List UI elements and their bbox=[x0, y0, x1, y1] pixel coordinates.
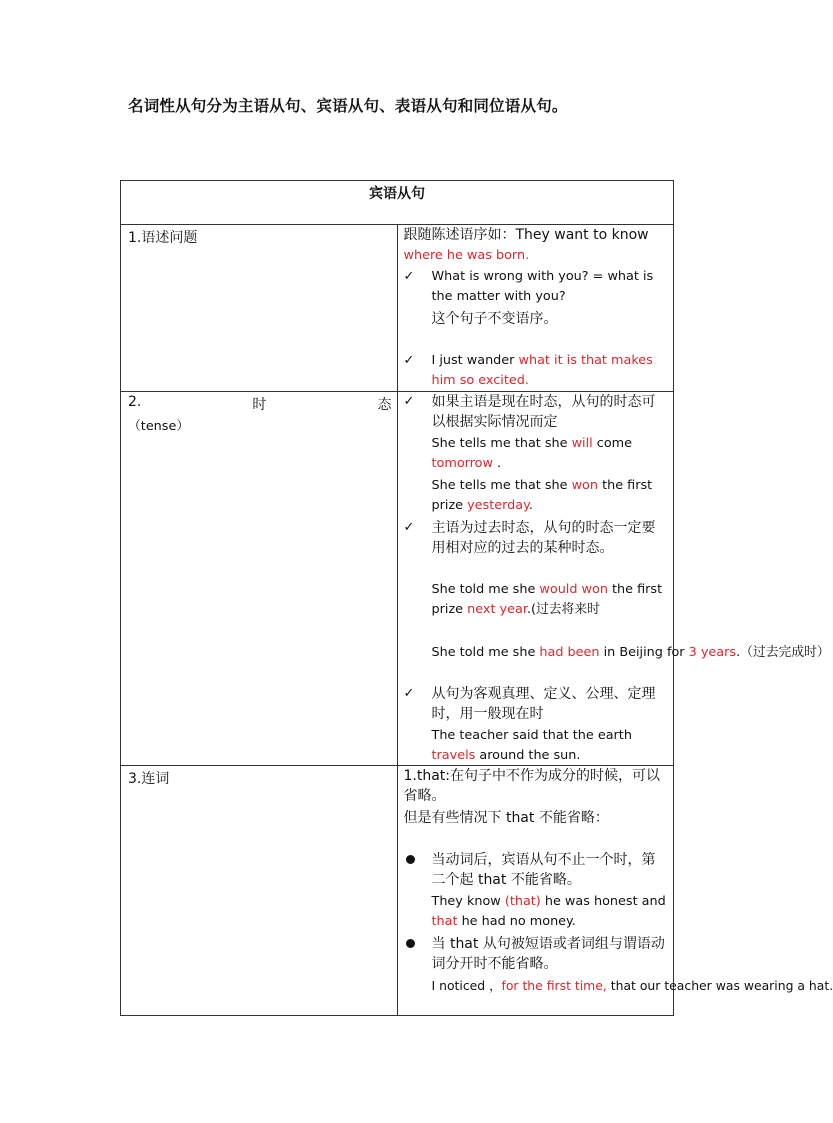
row-content bbox=[397, 392, 830, 766]
bullet-item bbox=[404, 934, 670, 974]
label-part: 态 bbox=[377, 397, 392, 413]
check-mark-icon: ✓ bbox=[403, 353, 415, 368]
text-plain: 跟随陈述语序如：They want to know bbox=[403, 227, 649, 243]
text-highlight: what it is that makes him so excited. bbox=[431, 353, 653, 388]
check-item bbox=[404, 684, 670, 724]
rule-text: 1.that:在句子中不作为成分的时候，可以省略。 bbox=[403, 768, 661, 804]
text-plain: I just wander bbox=[431, 353, 519, 368]
text-highlight: next year bbox=[467, 602, 527, 617]
row-label-subtext: （tense） bbox=[128, 419, 190, 434]
text-highlight: will bbox=[571, 436, 593, 451]
statement-order-line bbox=[404, 225, 670, 266]
example-sentence: She tells me that she won the first prize yesterday. bbox=[431, 478, 653, 513]
check-mark-icon: ✓ bbox=[403, 394, 415, 409]
bullet-dot-icon bbox=[404, 850, 432, 890]
check-item bbox=[404, 267, 670, 307]
table-title-row bbox=[121, 181, 674, 225]
text-highlight: 3 years bbox=[688, 645, 737, 660]
check-item-text bbox=[432, 351, 670, 391]
row-label-text bbox=[128, 394, 392, 414]
row-label-text: 1.语述问题 bbox=[128, 230, 198, 246]
table-title: 宾语从句 bbox=[121, 181, 674, 225]
text-highlight: would won bbox=[539, 582, 608, 597]
table-row bbox=[121, 392, 674, 766]
text-highlight: travels bbox=[431, 748, 476, 763]
bullet-dot-icon bbox=[404, 934, 432, 974]
text-highlight: had been bbox=[539, 645, 600, 660]
text-highlight: (that) bbox=[504, 894, 541, 909]
page-heading: 名词性从句分为主语从句、宾语从句、表语从句和同位语从句。 bbox=[128, 97, 568, 115]
object-clause-table bbox=[120, 180, 833, 1016]
check-mark-icon: ✓ bbox=[403, 269, 415, 284]
check-item bbox=[404, 351, 670, 391]
example-sentence: They know (that) he was honest and that he had no money. bbox=[431, 894, 666, 929]
example-sentence: The teacher said that the earth travels around the sun. bbox=[431, 728, 632, 763]
row-label bbox=[121, 225, 398, 392]
check-item bbox=[404, 518, 670, 558]
text-highlight: where he was born. bbox=[403, 248, 530, 263]
note-text: 这个句子不变语序。 bbox=[431, 311, 558, 327]
label-part: 时 bbox=[252, 397, 267, 413]
text-highlight: tomorrow bbox=[431, 456, 493, 471]
check-mark-icon: ✓ bbox=[403, 520, 415, 535]
example-sentence: She told me she had been in Beijing for 3 years.（过去完成时） bbox=[431, 645, 830, 660]
row-label-text: 3.连词 bbox=[128, 771, 170, 787]
bullet-item bbox=[404, 850, 670, 890]
example-sentence: I noticed ，for the first time, that our teacher was wearing a hat. bbox=[431, 978, 833, 993]
row-label bbox=[121, 766, 398, 1016]
row-label bbox=[121, 392, 398, 766]
bullet-item-text: 当 that 从句被短语或者词组与谓语动词分开时不能省略。 bbox=[431, 936, 665, 972]
bullet-item-text: 当动词后，宾语从句不止一个时，第二个起 that 不能省略。 bbox=[431, 852, 656, 888]
label-part: 2. bbox=[128, 394, 142, 410]
row-content bbox=[397, 766, 833, 1016]
text-highlight: for the first time, bbox=[501, 978, 607, 993]
example-sentence: She told me she would won the first prize next year.(过去将来时 bbox=[431, 582, 663, 617]
check-item-text: 主语为过去时态，从句的时态一定要用相对应的过去的某种时态。 bbox=[431, 520, 656, 556]
table-row bbox=[121, 766, 674, 1016]
text-highlight: that bbox=[431, 914, 458, 929]
rule-text: 但是有些情况下 that 不能省略： bbox=[403, 810, 609, 826]
check-item-text: 从句为客观真理、定义、公理、定理时，用一般现在时 bbox=[431, 686, 656, 722]
check-item-text: What is wrong with you? = what is the matter with you? bbox=[431, 269, 654, 304]
check-mark-icon: ✓ bbox=[403, 686, 415, 701]
table-row bbox=[121, 225, 674, 392]
check-item-text: 如果主语是现在时态，从句的时态可以根据实际情况而定 bbox=[431, 394, 656, 430]
example-sentence: She tells me that she will come tomorrow . bbox=[431, 436, 633, 471]
text-highlight: yesterday bbox=[467, 498, 529, 513]
check-item bbox=[404, 392, 670, 432]
row-content bbox=[397, 225, 674, 392]
text-highlight: won bbox=[571, 478, 598, 493]
